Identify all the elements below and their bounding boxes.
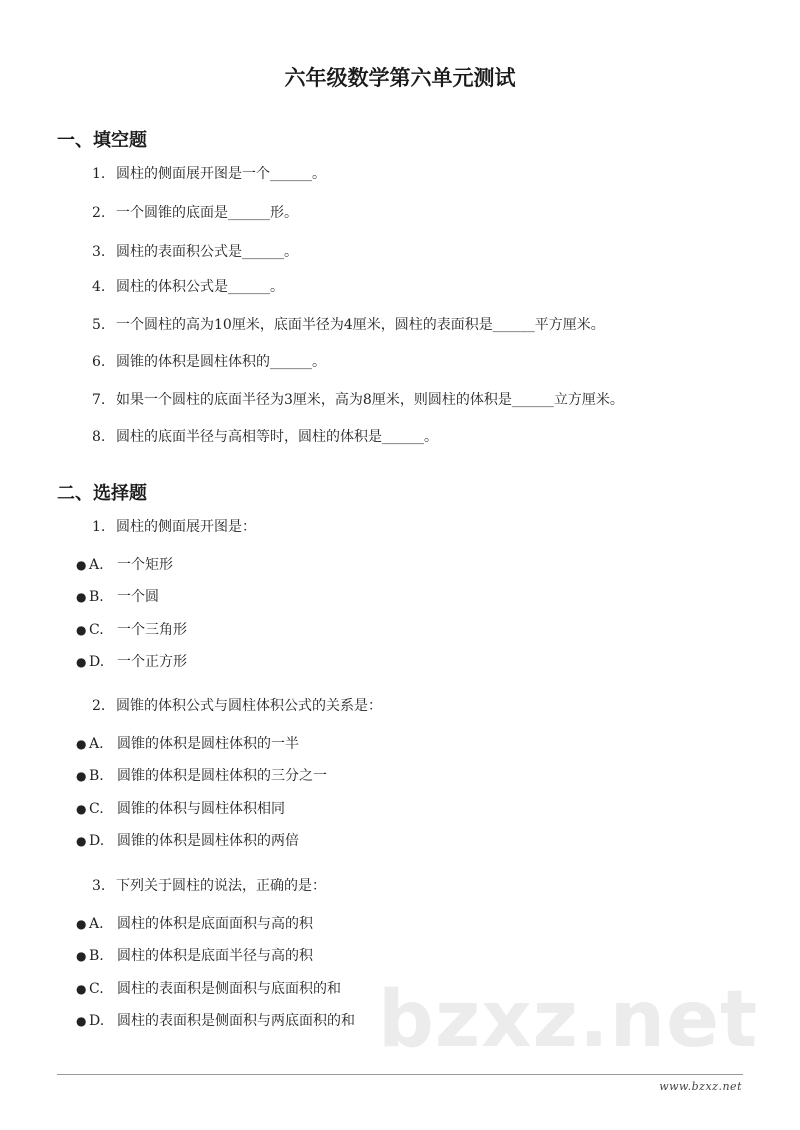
option-letter: C.	[89, 801, 104, 817]
question-number: 5.	[92, 317, 106, 333]
choice-option	[76, 1012, 355, 1030]
question-number: 1.	[92, 519, 106, 535]
bullet-icon: ●	[76, 1014, 87, 1028]
bullet-icon: ●	[76, 737, 87, 751]
option-text: 圆柱的体积是底面半径与高的积	[117, 948, 313, 964]
question-number: 4.	[92, 279, 106, 295]
choice-option	[76, 832, 299, 850]
choice-option	[76, 767, 327, 785]
choice-option	[76, 947, 313, 965]
fill-question	[92, 243, 298, 261]
question-text: 圆柱的侧面展开图是一个______。	[116, 166, 326, 182]
option-text: 一个矩形	[117, 557, 173, 573]
bullet-icon: ●	[76, 623, 87, 637]
question-text: 圆柱的底面半径与高相等时，圆柱的体积是______。	[116, 429, 438, 445]
question-number: 3.	[92, 878, 106, 894]
option-text: 一个圆	[117, 589, 159, 605]
footer-url: www.bzxz.net	[659, 1080, 742, 1093]
option-text: 圆锥的体积是圆柱体积的一半	[117, 736, 299, 752]
fill-question	[92, 165, 326, 183]
option-letter: A.	[89, 736, 104, 752]
option-text: 圆锥的体积与圆柱体积相同	[117, 801, 285, 817]
option-text: 一个正方形	[117, 654, 187, 670]
option-text: 一个三角形	[117, 622, 187, 638]
page-title: 六年级数学第六单元测试	[284, 66, 516, 90]
option-letter: D.	[89, 1013, 105, 1029]
option-letter: A.	[89, 557, 104, 573]
choice-option	[76, 915, 313, 933]
bullet-icon: ●	[76, 655, 87, 669]
question-number: 8.	[92, 429, 106, 445]
option-letter: C.	[89, 981, 104, 997]
question-text: 下列关于圆柱的说法，正确的是：	[116, 878, 326, 894]
question-number: 7.	[92, 392, 106, 408]
question-text: 一个圆锥的底面是______形。	[116, 205, 298, 221]
choice-question	[92, 877, 326, 895]
option-letter: B.	[89, 589, 104, 605]
bullet-icon: ●	[76, 949, 87, 963]
choice-option	[76, 980, 341, 998]
question-text: 圆柱的体积公式是______。	[116, 279, 284, 295]
fill-question	[92, 353, 326, 371]
option-text: 圆柱的表面积是侧面积与两底面积的和	[117, 1013, 355, 1029]
choice-option	[76, 653, 187, 671]
footer-divider	[57, 1074, 743, 1075]
option-letter: B.	[89, 948, 104, 964]
section-heading-choice: 二、选择题	[57, 483, 147, 504]
fill-question	[92, 278, 284, 296]
section-heading-fill-in: 一、填空题	[57, 130, 147, 151]
option-text: 圆柱的表面积是侧面积与底面积的和	[117, 981, 341, 997]
choice-option	[76, 556, 173, 574]
question-text: 圆柱的表面积公式是______。	[116, 244, 298, 260]
option-letter: A.	[89, 916, 104, 932]
question-text: 圆锥的体积公式与圆柱体积公式的关系是：	[116, 698, 382, 714]
choice-question	[92, 697, 382, 715]
question-number: 6.	[92, 354, 106, 370]
question-number: 2.	[92, 205, 106, 221]
question-number: 3.	[92, 244, 106, 260]
bullet-icon: ●	[76, 802, 87, 816]
fill-question	[92, 204, 298, 222]
choice-option	[76, 735, 299, 753]
fill-question	[92, 428, 438, 446]
bullet-icon: ●	[76, 769, 87, 783]
fill-question	[92, 391, 624, 409]
bullet-icon: ●	[76, 917, 87, 931]
option-letter: C.	[89, 622, 104, 638]
question-number: 2.	[92, 698, 106, 714]
choice-option	[76, 800, 285, 818]
question-number: 1.	[92, 166, 106, 182]
bullet-icon: ●	[76, 834, 87, 848]
question-text: 圆柱的侧面展开图是：	[116, 519, 256, 535]
option-letter: B.	[89, 768, 104, 784]
choice-option	[76, 588, 159, 606]
watermark: bzxz.net	[378, 975, 759, 1065]
bullet-icon: ●	[76, 558, 87, 572]
choice-question	[92, 518, 256, 536]
bullet-icon: ●	[76, 590, 87, 604]
option-text: 圆柱的体积是底面面积与高的积	[117, 916, 313, 932]
option-text: 圆锥的体积是圆柱体积的两倍	[117, 833, 299, 849]
option-letter: D.	[89, 654, 105, 670]
fill-question	[92, 316, 605, 334]
option-letter: D.	[89, 833, 105, 849]
choice-option	[76, 621, 187, 639]
question-text: 圆锥的体积是圆柱体积的______。	[116, 354, 326, 370]
question-text: 如果一个圆柱的底面半径为3厘米，高为8厘米，则圆柱的体积是______立方厘米。	[116, 392, 624, 408]
bullet-icon: ●	[76, 982, 87, 996]
option-text: 圆锥的体积是圆柱体积的三分之一	[117, 768, 327, 784]
question-text: 一个圆柱的高为10厘米，底面半径为4厘米，圆柱的表面积是______平方厘米。	[116, 317, 605, 333]
